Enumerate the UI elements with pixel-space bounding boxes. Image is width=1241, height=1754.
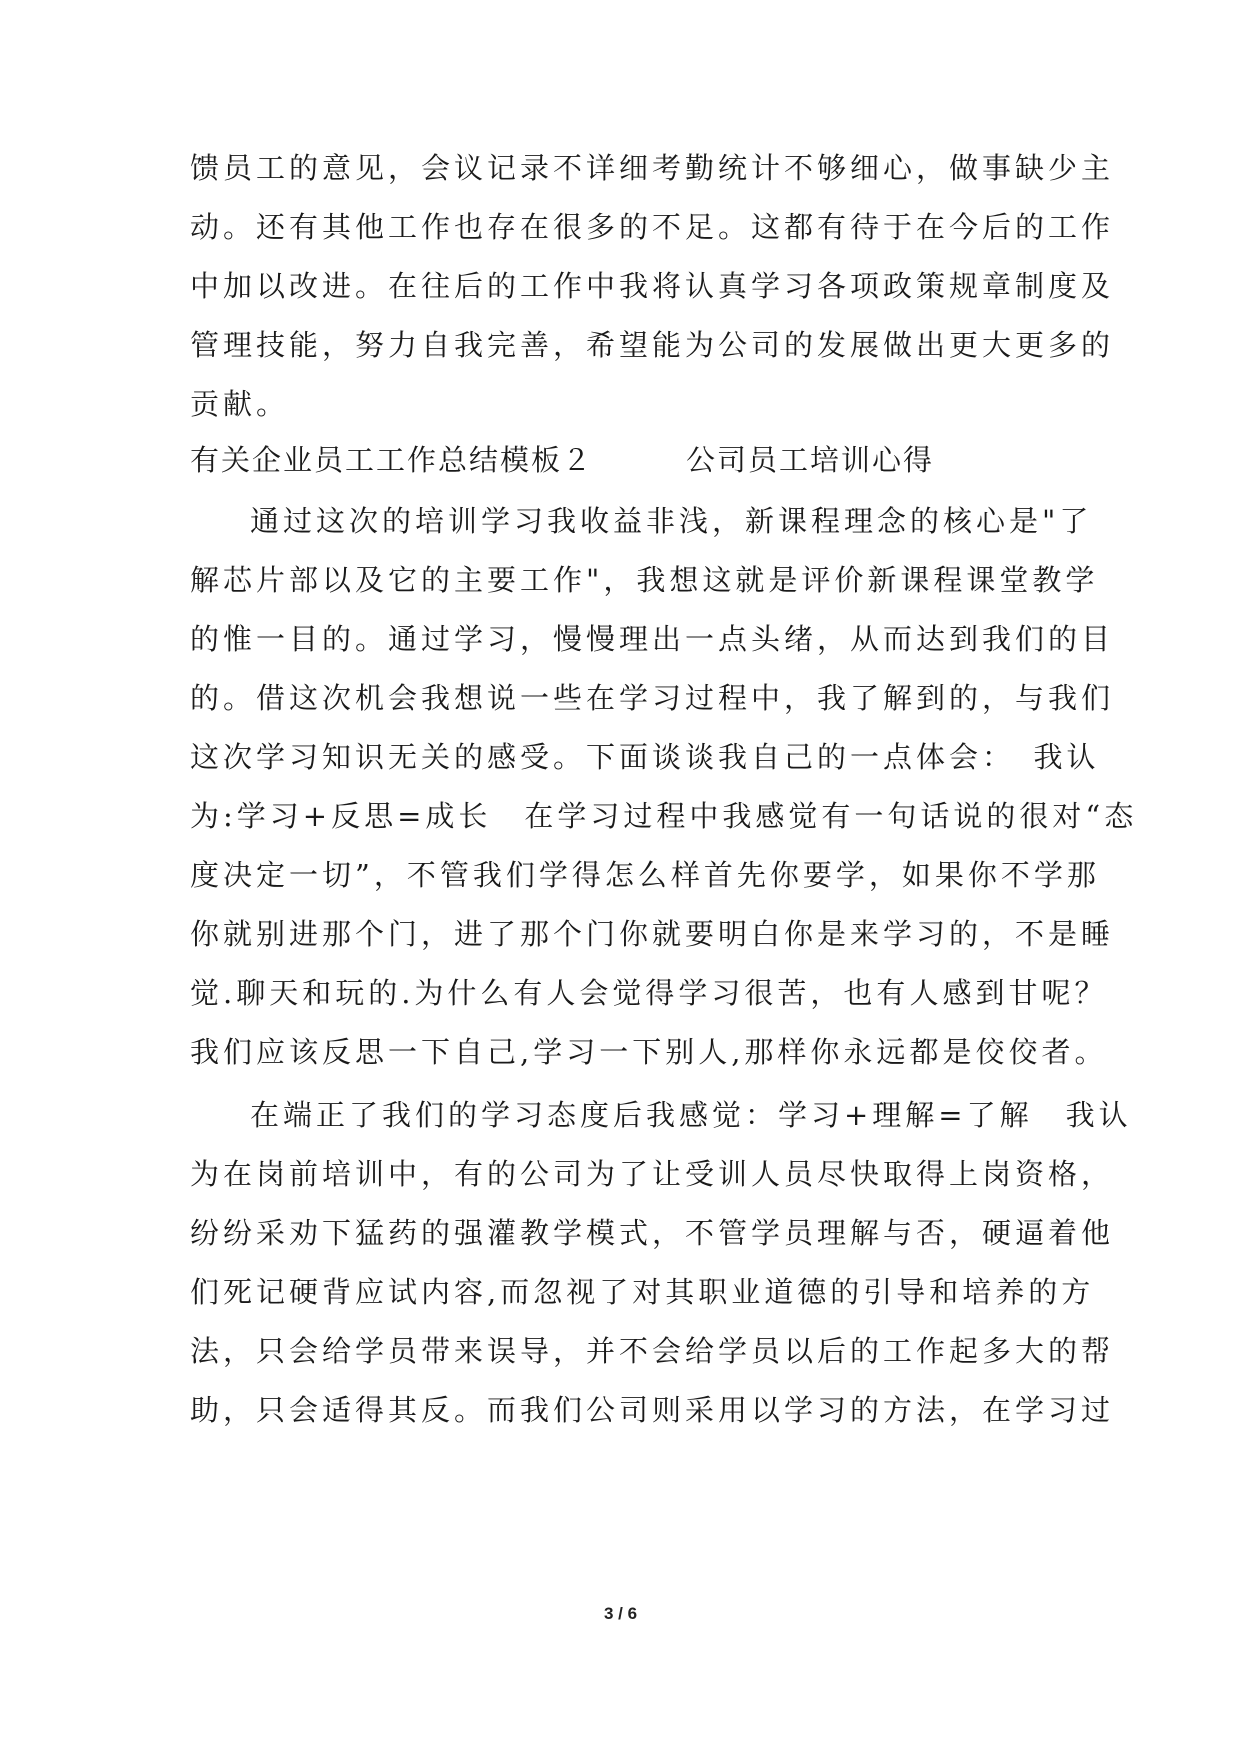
text-line: 管理技能，努力自我完善，希望能为公司的发展做出更大更多的 (190, 328, 1115, 362)
text-line: 动。还有其他工作也存在很多的不足。这都有待于在今后的工作 (190, 210, 1115, 244)
text-line: 度决定一切”，不管我们学得怎么样首先你要学，如果你不学那 (190, 858, 1100, 892)
text-line: 我们应该反思一下自己,学习一下别人,那样你永远都是佼佼者。 (190, 1035, 1108, 1069)
text-line: 为:学习+反思=成长 在学习过程中我感觉有一句话说的很对“态 (190, 799, 1138, 833)
page-number: 3 / 6 (603, 1604, 638, 1623)
text-line: 馈员工的意见，会议记录不详细考勤统计不够细心，做事缺少主 (190, 151, 1115, 185)
text-line: 们死记硬背应试内容,而忽视了对其职业道德的引导和培养的方 (190, 1275, 1095, 1309)
text-line: 的。借这次机会我想说一些在学习过程中，我了解到的，与我们 (190, 681, 1115, 715)
text-line: 觉.聊天和玩的.为什么有人会觉得学习很苦，也有人感到甘呢？ (190, 976, 1108, 1010)
text-line: 为在岗前培训中，有的公司为了让受训人员尽快取得上岗资格， (190, 1157, 1115, 1191)
text-line: 纷纷采劝下猛药的强灌教学模式，不管学员理解与否，硬逼着他 (190, 1216, 1115, 1250)
text-line: 在端正了我们的学习态度后我感觉：学习+理解=了解 我认 (250, 1098, 1132, 1132)
text-line: 的惟一目的。通过学习，慢慢理出一点头绪，从而达到我们的目 (190, 622, 1115, 656)
text-line: 这次学习知识无关的感受。下面谈谈我自己的一点体会： 我认 (190, 740, 1100, 774)
text-line: 你就别进那个门，进了那个门你就要明白你是来学习的，不是睡 (190, 917, 1115, 951)
text-line: 贡献。 (190, 387, 290, 421)
text-line: 解芯片部以及它的主要工作"，我想这就是评价新课程课堂教学 (190, 563, 1099, 597)
text-line: 助，只会适得其反。而我们公司则采用以学习的方法，在学习过 (190, 1393, 1115, 1427)
text-line: 法，只会给学员带来误导，并不会给学员以后的工作起多大的帮 (190, 1334, 1115, 1368)
section-heading: 有关企业员工工作总结模板２ 公司员工培训心得 (190, 443, 935, 477)
text-line: 通过这次的培训学习我收益非浅，新课程理念的核心是"了 (250, 504, 1093, 538)
text-line: 中加以改进。在往后的工作中我将认真学习各项政策规章制度及 (190, 269, 1115, 303)
